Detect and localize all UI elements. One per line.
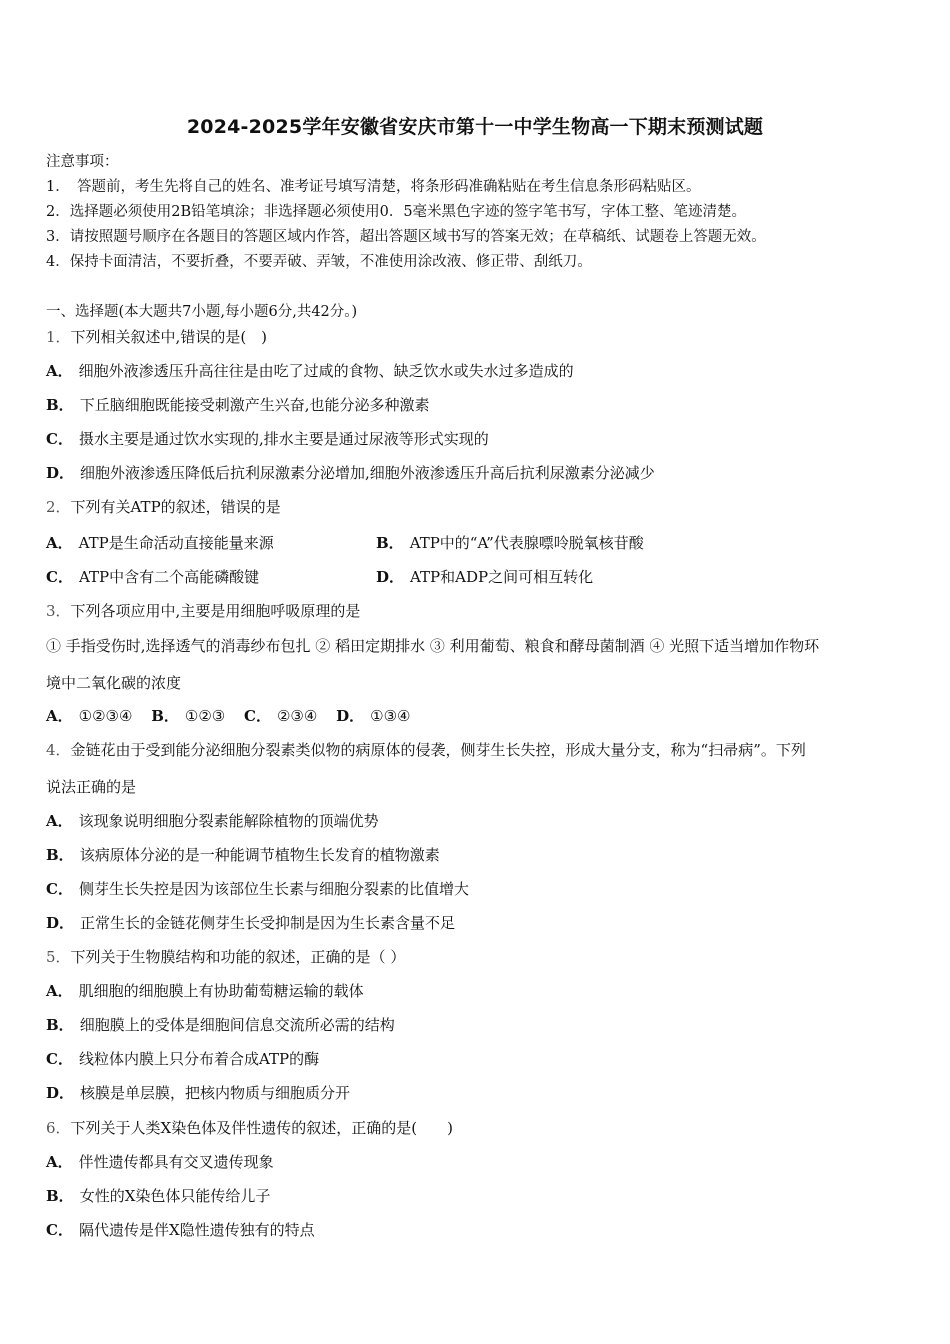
- option-text: 侧芽生长失控是因为该部位生长素与细胞分裂素的比值增大: [78, 880, 469, 898]
- option-label: B．: [376, 534, 404, 552]
- question-stem: 金链花由于受到能分泌细胞分裂素类似物的病原体的侵袭，侧芽生长失控，形成大量分支，称为“扫帚病”。下列: [70, 741, 806, 759]
- question-3: [46, 602, 360, 620]
- question-2: [46, 498, 281, 516]
- option-text: 细胞膜上的受体是细胞间信息交流所必需的结构: [79, 1016, 395, 1034]
- option-text: ①②③: [184, 707, 226, 725]
- notice-item: 2．选择题必须使用2B铅笔填涂；非选择题必须使用0．5毫米黑色字迹的签字笔书写，字体工整、笔迹清楚。: [46, 204, 747, 220]
- option-label: C．: [46, 880, 73, 898]
- option-c: [46, 430, 489, 448]
- option-b: [46, 846, 440, 864]
- option-text: ATP和ADP之间可相互转化: [410, 568, 594, 586]
- option-text: 该现象说明细胞分裂素能解除植物的顶端优势: [78, 812, 379, 830]
- option-label: D．: [336, 707, 365, 725]
- question-stem: 下列相关叙述中,错误的是( ): [70, 328, 268, 346]
- notice-item: 3．请按照题号顺序在各题目的答题区域内作答，超出答题区域书写的答案无效；在草稿纸、试题卷上答题无效。: [46, 229, 766, 245]
- option-label: C．: [46, 430, 73, 448]
- option-b: [46, 396, 429, 414]
- option-label: A．: [46, 534, 73, 552]
- option-label: A．: [46, 362, 73, 380]
- option-label: C．: [46, 1221, 73, 1239]
- option-text: 该病原体分泌的是一种能调节植物生长发育的植物激素: [79, 846, 440, 864]
- option-text: ①③④: [370, 707, 411, 725]
- question-stem-cont: 说法正确的是: [46, 778, 137, 796]
- option-label: D．: [46, 1084, 75, 1102]
- exam-title: 2024-2025学年安徽省安庆市第十一中学生物高一下期末预测试题: [186, 116, 764, 138]
- option-label: B．: [46, 846, 74, 864]
- option-text: 摄水主要是通过饮水实现的,排水主要是通过尿液等形式实现的: [78, 430, 489, 448]
- option-label: C．: [46, 568, 73, 586]
- question-stem: 下列各项应用中,主要是用细胞呼吸原理的是: [70, 602, 361, 620]
- option-a: [46, 982, 364, 1000]
- option-label: A．: [46, 982, 73, 1000]
- option-label: C．: [46, 1050, 73, 1068]
- option-label: B．: [151, 707, 179, 725]
- notice-item: 4．保持卡面清洁，不要折叠，不要弄破、弄皱，不准使用涂改液、修正带、刮纸刀。: [46, 254, 592, 270]
- option-text: 细胞外液渗透压升高往往是由吃了过咸的食物、缺乏饮水或失水过多造成的: [78, 362, 574, 380]
- option-text: 细胞外液渗透压降低后抗利尿激素分泌增加,细胞外液渗透压升高后抗利尿激素分泌减少: [80, 464, 655, 482]
- option-label: C．: [244, 707, 271, 725]
- option-d: [46, 464, 655, 482]
- option-text: 肌细胞的细胞膜上有协助葡萄糖运输的载体: [78, 982, 364, 1000]
- option-b: [376, 534, 644, 552]
- question-6: [46, 1119, 453, 1137]
- option-text: 正常生长的金链花侧芽生长受抑制是因为生长素含量不足: [80, 914, 456, 932]
- notice-item: 1． 答题前，考生先将自己的姓名、准考证号填写清楚，将条形码准确粘贴在考生信息条形码粘贴区。: [46, 179, 701, 195]
- option-label: A．: [46, 812, 73, 830]
- option-label: B．: [46, 396, 74, 414]
- option-text: ATP中含有二个高能磷酸键: [78, 568, 260, 586]
- question-stem: 下列关于人类X染色体及伴性遗传的叙述，正确的是( ): [70, 1119, 453, 1137]
- question-stem-items: 境中二氧化碳的浓度: [46, 674, 182, 692]
- option-text: ①②③④: [78, 707, 133, 725]
- question-5: [46, 948, 405, 966]
- question-stem: 下列关于生物膜结构和功能的叙述，正确的是（ ）: [70, 948, 406, 966]
- question-number: 6．: [46, 1119, 71, 1137]
- option-text: ②③④: [276, 707, 318, 725]
- option-text: 隔代遗传是伴X隐性遗传独有的特点: [78, 1221, 315, 1239]
- notice-heading: 注意事项：: [46, 154, 119, 170]
- option-label: A．: [46, 1153, 73, 1171]
- option-label: D．: [46, 914, 75, 932]
- option-a: [46, 1153, 274, 1171]
- option-text: ATP是生命活动直接能量来源: [78, 534, 274, 552]
- option-c: [46, 1050, 319, 1068]
- option-a: [46, 812, 379, 830]
- option-label: D．: [376, 568, 405, 586]
- option-text: 女性的X染色体只能传给儿子: [79, 1187, 271, 1205]
- question-number: 2．: [46, 498, 71, 516]
- question-number: 4．: [46, 741, 71, 759]
- option-c: [46, 1221, 315, 1239]
- option-row: [46, 568, 594, 586]
- question-stem: 下列有关ATP的叙述，错误的是: [70, 498, 281, 516]
- option-b: [46, 1187, 270, 1205]
- question-stem-items: ① 手指受伤时,选择透气的消毒纱布包扎 ② 稻田定期排水 ③ 利用葡萄、粮食和酵母菌制酒 ④ 光照下适当增加作物环: [46, 637, 820, 655]
- question-number: 3．: [46, 602, 71, 620]
- option-text: 线粒体内膜上只分布着合成ATP的酶: [78, 1050, 320, 1068]
- option-d: [46, 914, 455, 932]
- option-text: ATP中的“A”代表腺嘌呤脱氧核苷酸: [409, 534, 644, 552]
- option-row: [46, 707, 424, 725]
- option-c: [46, 880, 469, 898]
- option-text: 核膜是单层膜，把核内物质与细胞质分开: [80, 1084, 351, 1102]
- option-row: [46, 534, 644, 552]
- option-label: D．: [46, 464, 75, 482]
- question-number: 1．: [46, 328, 71, 346]
- option-label: B．: [46, 1187, 74, 1205]
- option-d: [46, 1084, 350, 1102]
- option-text: 下丘脑细胞既能接受刺激产生兴奋,也能分泌多种激素: [79, 396, 430, 414]
- option-d: [376, 568, 593, 586]
- question-4: [46, 741, 806, 759]
- option-label: A．: [46, 707, 73, 725]
- option-b: [46, 1016, 395, 1034]
- option-a: [46, 362, 574, 380]
- option-label: B．: [46, 1016, 74, 1034]
- option-text: 伴性遗传都具有交叉遗传现象: [78, 1153, 274, 1171]
- question-1: [46, 328, 267, 346]
- question-number: 5．: [46, 948, 71, 966]
- section-heading: 一、选择题(本大题共7小题,每小题6分,共42分。): [46, 304, 358, 320]
